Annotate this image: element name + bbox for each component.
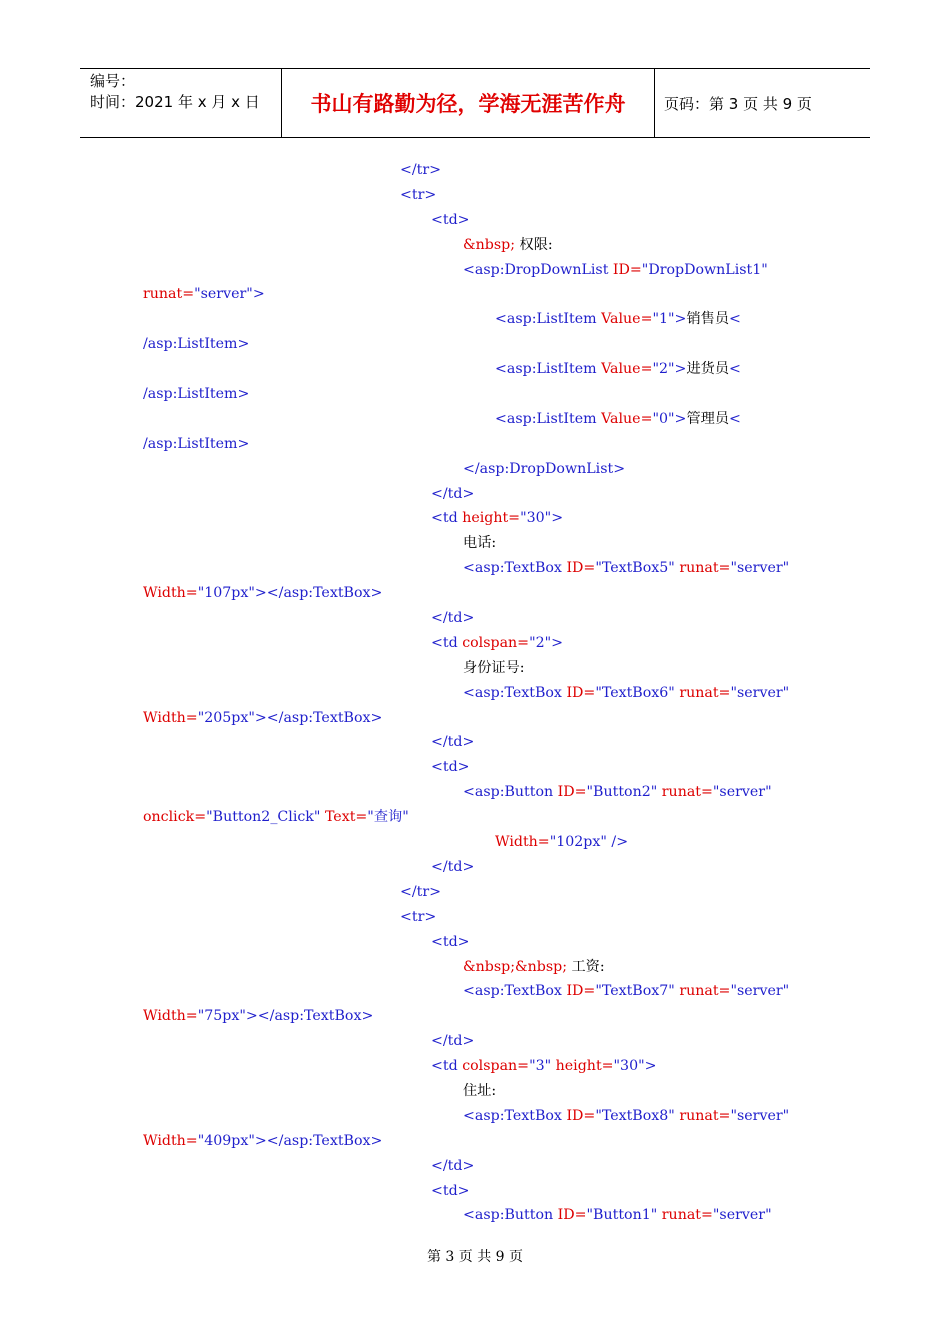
code-token: Width= xyxy=(495,834,550,851)
code-token: "TextBox6" xyxy=(595,684,675,701)
code-line xyxy=(0,531,950,556)
code-token: 电话: xyxy=(463,535,497,552)
code-line xyxy=(0,432,950,457)
code-line xyxy=(0,457,950,482)
code-token: </td> xyxy=(431,485,475,502)
code-token: "server" xyxy=(730,1107,790,1124)
header-left-cell xyxy=(90,71,260,113)
code-line xyxy=(0,905,950,930)
code-token: "DropDownList1" xyxy=(641,261,768,278)
code-line xyxy=(0,506,950,531)
code-token: <asp:ListItem xyxy=(495,410,602,427)
code-line xyxy=(0,258,950,283)
code-token: <td xyxy=(431,510,463,527)
code-line xyxy=(0,208,950,233)
code-token: "TextBox8" xyxy=(595,1107,675,1124)
code-line xyxy=(0,1104,950,1129)
code-line xyxy=(0,307,950,332)
code-token: &nbsp;&nbsp; xyxy=(463,958,567,975)
code-token: runat= xyxy=(657,784,713,801)
page-header xyxy=(80,68,870,138)
code-token: <asp:Button xyxy=(463,784,558,801)
code-token: <tr> xyxy=(400,908,437,925)
code-token: ></asp:TextBox> xyxy=(254,585,383,602)
code-line xyxy=(0,631,950,656)
code-token: < xyxy=(729,311,741,328)
code-line xyxy=(0,830,950,855)
code-line xyxy=(0,482,950,507)
code-token: <asp:ListItem xyxy=(495,311,602,328)
code-token: <td> xyxy=(431,1182,470,1199)
code-token: > xyxy=(551,510,564,527)
code-token: <asp:DropDownList xyxy=(463,261,613,278)
code-token: > xyxy=(674,410,687,427)
code-token: "server" xyxy=(730,560,790,577)
code-token: runat= xyxy=(674,983,731,1000)
code-token: colspan= xyxy=(462,634,530,651)
code-token: ID= xyxy=(612,261,642,278)
code-token: height= xyxy=(551,1058,614,1075)
code-token: onclick= xyxy=(143,809,207,826)
code-line xyxy=(0,1004,950,1029)
code-line xyxy=(0,930,950,955)
code-token: height= xyxy=(462,510,521,527)
code-token: 进货员 xyxy=(686,361,730,378)
code-token: </td> xyxy=(431,858,475,875)
code-listing xyxy=(0,158,950,1228)
code-line xyxy=(0,730,950,755)
code-token: ></asp:TextBox> xyxy=(254,1132,383,1149)
code-token: > xyxy=(551,634,564,651)
code-token: "0" xyxy=(652,410,675,427)
code-token: "2" xyxy=(529,634,552,651)
code-line xyxy=(0,581,950,606)
code-token: 身份证号: xyxy=(463,659,525,676)
code-token: "Button1" xyxy=(586,1207,658,1224)
code-line xyxy=(0,556,950,581)
code-line xyxy=(0,382,950,407)
code-token: ID= xyxy=(557,784,587,801)
code-line xyxy=(0,1179,950,1204)
code-token: ></asp:TextBox> xyxy=(245,1008,374,1025)
code-token: /> xyxy=(606,834,629,851)
code-token: "1" xyxy=(652,311,675,328)
code-token: </tr> xyxy=(400,162,442,178)
code-token: </td> xyxy=(431,610,475,627)
code-line xyxy=(0,1054,950,1079)
code-line xyxy=(0,233,950,258)
code-token: &nbsp; xyxy=(463,236,515,253)
code-token: </asp:DropDownList> xyxy=(463,460,626,477)
code-token: </td> xyxy=(431,1157,475,1174)
code-token: "Button2" xyxy=(586,784,658,801)
code-line xyxy=(0,282,950,307)
code-token: 权限: xyxy=(515,236,553,253)
code-token: 工资: xyxy=(566,958,605,975)
code-token: 住址: xyxy=(463,1082,497,1099)
code-token: "server" xyxy=(712,1207,772,1224)
code-token: "107px" xyxy=(197,585,255,602)
code-token: ID= xyxy=(566,684,596,701)
header-motto: 书山有路勤为径，学海无涯苦作舟 xyxy=(310,91,626,116)
code-token: > xyxy=(674,311,687,328)
header-divider xyxy=(654,69,655,137)
code-token: "server" xyxy=(730,983,790,1000)
code-token: "2" xyxy=(652,361,675,378)
code-token: /asp:ListItem> xyxy=(143,386,250,403)
code-token: <asp:TextBox xyxy=(463,983,567,1000)
code-line xyxy=(0,780,950,805)
code-line xyxy=(0,805,950,830)
code-line xyxy=(0,955,950,980)
code-token: "3" xyxy=(529,1058,552,1075)
code-token: "30" xyxy=(613,1058,645,1075)
code-token: "Button2_Click" xyxy=(206,809,321,826)
code-token: <asp:TextBox xyxy=(463,560,567,577)
code-token: <td> xyxy=(431,759,470,776)
code-token: <asp:ListItem xyxy=(495,361,602,378)
code-line xyxy=(0,606,950,631)
code-line xyxy=(0,158,950,183)
code-line xyxy=(0,183,950,208)
code-token: Value= xyxy=(601,410,653,427)
code-token: < xyxy=(729,361,741,378)
code-line xyxy=(0,357,950,382)
code-token: ></asp:TextBox> xyxy=(254,709,383,726)
code-token: Width= xyxy=(143,709,198,726)
code-token: Value= xyxy=(601,311,653,328)
code-token: "server" xyxy=(194,286,253,303)
code-line xyxy=(0,1129,950,1154)
code-line xyxy=(0,656,950,681)
code-token: /asp:ListItem> xyxy=(143,336,250,353)
code-line xyxy=(0,706,950,731)
code-token: <td> xyxy=(431,933,470,950)
code-token: "30" xyxy=(520,510,552,527)
code-token: "TextBox5" xyxy=(595,560,675,577)
code-line xyxy=(0,1079,950,1104)
code-token: ID= xyxy=(557,1207,587,1224)
code-token: "102px" xyxy=(549,834,607,851)
code-token: Width= xyxy=(143,1132,198,1149)
code-token: <tr> xyxy=(400,186,437,203)
code-line xyxy=(0,1154,950,1179)
date-label: 时间：2021 年 x 月 x 日 xyxy=(90,93,260,111)
code-token: > xyxy=(674,361,687,378)
code-line xyxy=(0,755,950,780)
code-line xyxy=(0,1203,950,1228)
code-token: runat= xyxy=(657,1207,713,1224)
code-token: "409px" xyxy=(197,1132,255,1149)
code-token: <asp:TextBox xyxy=(463,684,567,701)
code-line xyxy=(0,979,950,1004)
code-token: "查询" xyxy=(367,809,409,826)
code-line xyxy=(0,880,950,905)
code-token: Width= xyxy=(143,585,198,602)
code-token: runat= xyxy=(143,286,195,303)
code-token: "205px" xyxy=(197,709,255,726)
code-token: > xyxy=(644,1058,657,1075)
code-token: </td> xyxy=(431,1033,475,1050)
code-token: Text= xyxy=(320,809,368,826)
code-token: Value= xyxy=(601,361,653,378)
code-token: /asp:ListItem> xyxy=(143,435,250,452)
code-token: Width= xyxy=(143,1008,198,1025)
code-line xyxy=(0,855,950,880)
code-token: "server" xyxy=(712,784,772,801)
code-token: "server" xyxy=(730,684,790,701)
code-line xyxy=(0,681,950,706)
code-line xyxy=(0,1029,950,1054)
code-token: "TextBox7" xyxy=(595,983,675,1000)
code-token: ID= xyxy=(566,560,596,577)
code-token: runat= xyxy=(674,1107,731,1124)
serial-label: 编号： xyxy=(90,72,136,90)
code-token: </td> xyxy=(431,734,475,751)
code-line xyxy=(0,332,950,357)
code-token: ID= xyxy=(566,983,596,1000)
code-token: 管理员 xyxy=(686,410,730,427)
code-token: > xyxy=(252,286,265,303)
code-line xyxy=(0,407,950,432)
code-token: < xyxy=(729,410,741,427)
code-token: runat= xyxy=(674,684,731,701)
code-token: ID= xyxy=(566,1107,596,1124)
header-page-label: 页码：第 3 页 共 9 页 xyxy=(664,94,812,113)
code-token: 销售员 xyxy=(686,311,730,328)
code-token: <td xyxy=(431,634,463,651)
code-token: <td xyxy=(431,1058,463,1075)
code-token: runat= xyxy=(674,560,731,577)
code-token: <asp:TextBox xyxy=(463,1107,567,1124)
code-token: </tr> xyxy=(400,883,442,900)
code-token: "75px" xyxy=(197,1008,246,1025)
code-token: <td> xyxy=(431,211,470,228)
code-token: <asp:Button xyxy=(463,1207,558,1224)
page-footer: 第 3 页 共 9 页 xyxy=(426,1249,524,1265)
code-token: colspan= xyxy=(462,1058,530,1075)
